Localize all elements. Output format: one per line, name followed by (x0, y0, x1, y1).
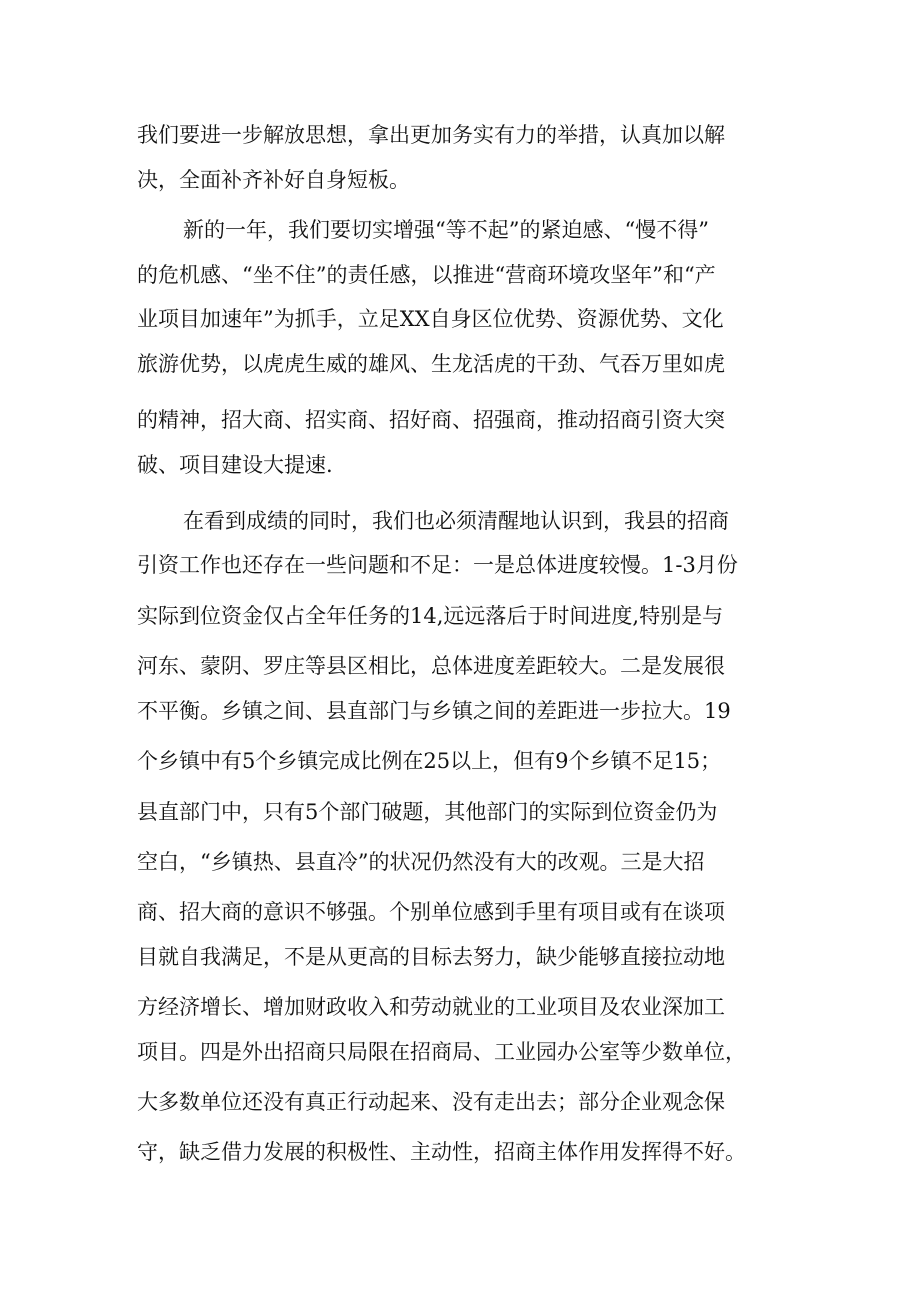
text-line: 空白，“乡镇热、县直冷”的状况仍然没有大的改观。三是大招 (137, 850, 705, 874)
text-line: 守，缺乏借力发展的积极性、主动性，招商主体作用发挥得不好。 (137, 1140, 746, 1164)
text-line: 破、项目建设大提速. (137, 453, 333, 477)
text-line: 我们要进一步解放思想，拿出更加务实有力的举措，认真加以解 (137, 123, 725, 147)
paragraph-first-line: 在看到成绩的同时，我们也必须清醒地认识到，我县的招商 (183, 509, 729, 533)
text-line: 目就自我满足，不是从更高的目标去努力，缺少能够直接拉动地 (137, 945, 725, 969)
text-line: 项目。四是外出招商只局限在招商局、工业园办公室等少数单位， (137, 1040, 746, 1064)
text-line: 的危机感、“坐不住”的责任感，以推进“营商环境攻坚年”和“产 (137, 263, 716, 287)
text-line: 业项目加速年”为抓手，立足XX自身区位优势、资源优势、文化 (137, 307, 724, 331)
text-line: 个乡镇中有5个乡镇完成比例在25以上，但有9个乡镇不足15； (137, 749, 722, 773)
text-line: 实际到位资金仅占全年任务的14,远远落后于时间进度,特别是与 (137, 604, 724, 628)
paragraph-first-line: 新的一年，我们要切实增强“等不起”的紧迫感、“慢不得” (183, 218, 709, 242)
text-line: 旅游优势，以虎虎生威的雄风、生龙活虎的干劲、气吞万里如虎 (137, 352, 725, 376)
text-line: 大多数单位还没有真正行动起来、没有走出去；部分企业观念保 (137, 1090, 725, 1114)
text-line: 引资工作也还存在一些问题和不足：一是总体进度较慢。1-3月份 (137, 553, 738, 577)
text-line: 不平衡。乡镇之间、县直部门与乡镇之间的差距进一步拉大。19 (137, 699, 731, 723)
text-line: 商、招大商的意识不够强。个别单位感到手里有项目或有在谈项 (137, 900, 725, 924)
text-line: 县直部门中，只有5个部门破题，其他部门的实际到位资金仍为 (137, 800, 718, 824)
text-line: 决，全面补齐补好自身短板。 (137, 168, 410, 192)
text-line: 河东、蒙阴、罗庄等县区相比，总体进度差距较大。二是发展很 (137, 654, 725, 678)
text-line: 的精神，招大商、招实商、招好商、招强商，推动招商引资大突 (137, 408, 725, 432)
text-line: 方经济增长、增加财政收入和劳动就业的工业项目及农业深加工 (137, 995, 725, 1019)
